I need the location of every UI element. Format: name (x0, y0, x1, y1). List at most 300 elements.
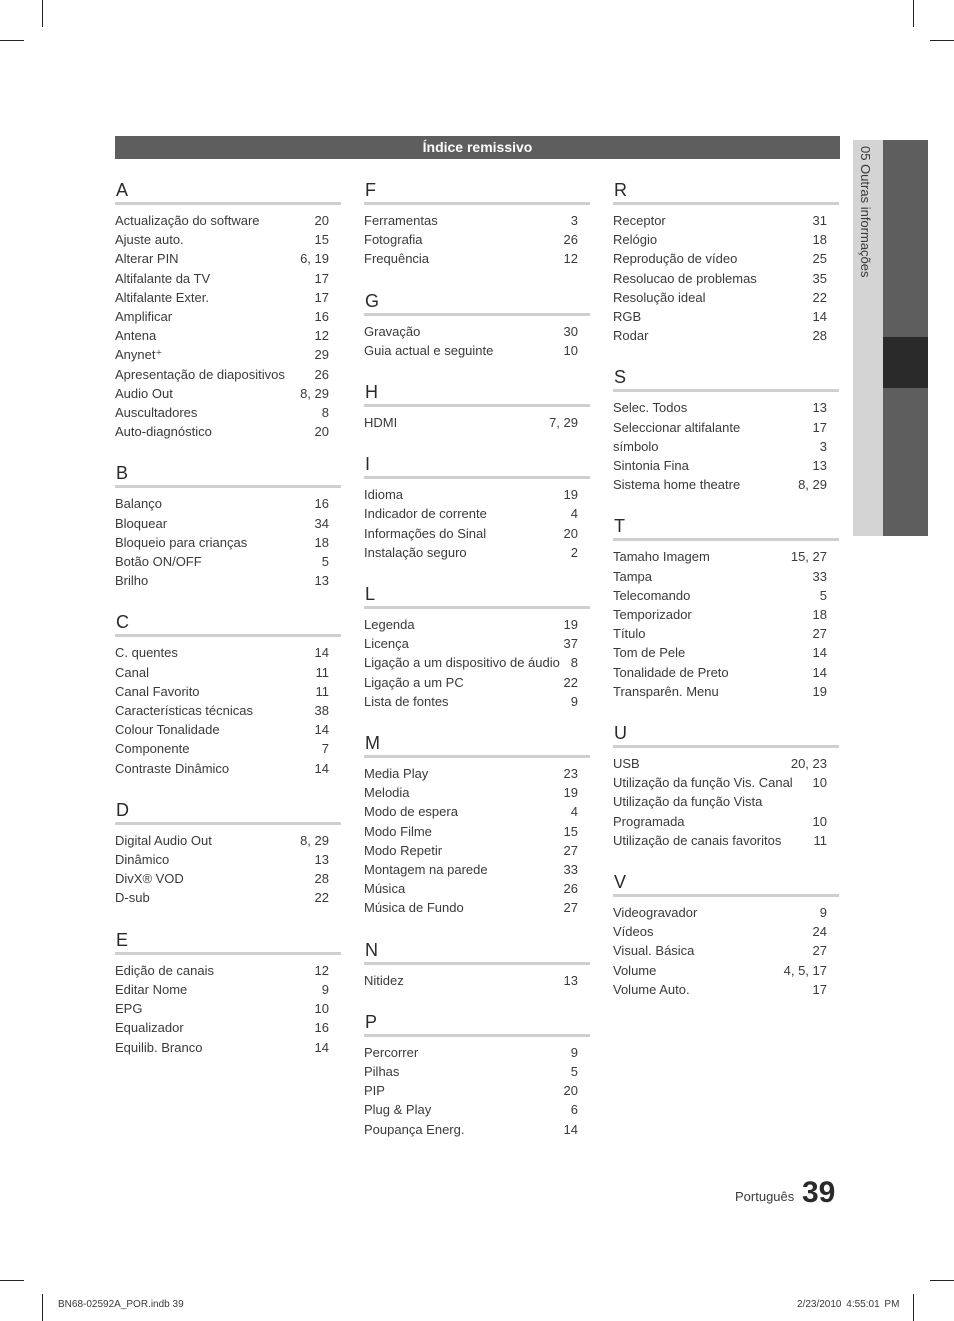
index-entry (115, 831, 341, 850)
index-entry-pages: 3 (819, 438, 827, 454)
crop-mark (42, 0, 43, 27)
index-entry-term: Tom de Pele (613, 645, 686, 661)
index-entry-pages: 27 (563, 842, 578, 858)
index-entry-term: Canal (115, 664, 149, 680)
index-section (364, 452, 590, 562)
index-entry-pages: 4 (570, 506, 578, 522)
index-entry-pages: 29 (314, 347, 329, 363)
crop-mark (930, 1280, 954, 1281)
index-entry-term: Resolução ideal (613, 289, 706, 305)
index-entry-pages: 11 (315, 683, 329, 699)
index-entry-term: Altifalante da TV (115, 270, 211, 286)
index-entry-term: Tampa (613, 568, 653, 584)
index-entry-pages: 15, 27 (790, 549, 827, 565)
index-entry-term: Modo Repetir (364, 842, 443, 858)
index-entry (115, 759, 341, 778)
index-entry-pages: 10 (812, 775, 827, 791)
index-entry (364, 413, 590, 432)
index-entry-term: Contraste Dinâmico (115, 760, 230, 776)
index-entry-pages: 14 (563, 1121, 578, 1137)
footer-language: Português (735, 1189, 795, 1204)
index-entry-term: Utilização de canais favoritos (613, 832, 782, 848)
index-entry-pages: 20 (314, 213, 329, 228)
index-entry-pages: 20 (314, 424, 329, 440)
index-entry (364, 1120, 590, 1139)
index-entry-term: Anynet⁺ (115, 347, 163, 363)
index-entry-pages: 18 (812, 607, 827, 623)
index-entry (364, 634, 590, 653)
index-entry-term: Tonalidade de Preto (613, 664, 729, 680)
index-entry-pages: 30 (563, 323, 578, 339)
index-entry-pages: 24 (812, 924, 827, 940)
index-entry (613, 437, 839, 456)
index-entry-pages: 28 (812, 328, 827, 344)
index-section (364, 380, 590, 432)
index-entry-pages: 34 (314, 515, 329, 531)
index-section (115, 928, 341, 1057)
side-tab-marker (883, 337, 928, 388)
index-entry (115, 494, 341, 513)
index-entry-pages: 10 (812, 813, 827, 829)
index-entry (364, 1062, 590, 1081)
index-entry-term: Gravação (364, 323, 421, 339)
index-entry-term: Idioma (364, 487, 404, 503)
index-entry (364, 898, 590, 917)
index-entry (115, 1038, 341, 1057)
index-entry (115, 869, 341, 888)
index-entry (613, 288, 839, 307)
index-entry-term: Editar Nome (115, 981, 188, 997)
index-entry-pages: 9 (570, 1044, 578, 1060)
index-entry-pages: 18 (314, 534, 329, 550)
index-entry-term: Montagem na parede (364, 862, 488, 878)
index-entry-term: Utilização da função Vista Programada (613, 794, 763, 829)
index-entry (364, 230, 590, 249)
index-entry (613, 567, 839, 586)
index-entry (613, 903, 839, 922)
index-entry (613, 980, 839, 999)
index-entry (364, 764, 590, 783)
index-entry-term: C. quentes (115, 645, 178, 661)
index-entry-pages: 33 (563, 862, 578, 878)
index-entry-pages: 20 (563, 1083, 578, 1099)
index-entry-pages: 14 (812, 309, 827, 325)
index-entry-term: Legenda (364, 617, 415, 633)
index-entry (613, 831, 839, 850)
index-entry-pages: 14 (314, 1039, 329, 1055)
index-entry (613, 605, 839, 624)
index-entry-pages: 14 (314, 645, 329, 661)
index-entry (364, 802, 590, 821)
index-entry (115, 384, 341, 403)
index-section (115, 178, 341, 441)
index-entry-pages: 8, 29 (300, 385, 329, 401)
index-entry (364, 485, 590, 504)
index-entry (115, 682, 341, 701)
index-section (364, 582, 590, 711)
index-entry-term: Tamaho Imagem (613, 549, 710, 565)
print-slug-file: BN68-02592A_POR.indb 39 (58, 1299, 184, 1310)
index-entry-pages: 13 (812, 458, 827, 474)
index-column (364, 178, 590, 1159)
index-entry-term: Videogravador (613, 905, 698, 921)
index-entry-pages: 14 (314, 760, 329, 776)
index-entry-pages: 14 (812, 664, 827, 680)
index-entry (115, 999, 341, 1018)
index-entry (115, 701, 341, 720)
index-entry-term: Balanço (115, 496, 162, 512)
index-entry-pages: 3 (570, 213, 578, 228)
index-entry-pages: 25 (812, 251, 827, 267)
index-entry (364, 504, 590, 523)
index-letter-heading: P (364, 1010, 590, 1037)
index-entry-term: Canal Favorito (115, 683, 200, 699)
index-section (613, 365, 839, 494)
index-entry-pages: 4 (570, 804, 578, 820)
index-entry (613, 941, 839, 960)
index-entry (613, 682, 839, 701)
index-entry-term: Digital Audio Out (115, 832, 212, 848)
index-section (613, 721, 839, 850)
index-letter-heading: R (613, 178, 839, 205)
index-section (115, 798, 341, 908)
index-entry-term: Ferramentas (364, 213, 438, 228)
index-entry (364, 783, 590, 802)
index-entry-term: Equilib. Branco (115, 1039, 203, 1055)
index-entry-term: Equalizador (115, 1020, 184, 1036)
index-entry (364, 1100, 590, 1119)
index-entry (613, 792, 839, 830)
index-entry-pages: 31 (812, 213, 827, 228)
index-entry-term: Volume Auto. (613, 981, 690, 997)
index-entry-pages: 18 (812, 232, 827, 248)
index-entry-pages: 12 (314, 328, 329, 344)
index-entry-term: Dinâmico (115, 852, 170, 868)
index-entry-pages: 8, 29 (300, 832, 329, 848)
index-entry-term: Botão ON/OFF (115, 554, 202, 570)
index-entry-pages: 20 (563, 525, 578, 541)
index-entry (613, 547, 839, 566)
index-entry-term: Música de Fundo (364, 900, 464, 916)
crop-mark (0, 40, 24, 41)
index-entry-term: RGB (613, 309, 642, 325)
index-entry-pages: 6, 19 (300, 251, 329, 267)
index-letter-heading: H (364, 380, 590, 407)
index-entry (364, 673, 590, 692)
index-section (613, 870, 839, 999)
index-entry-term: Apresentação de diapositivos (115, 366, 285, 382)
index-entry-pages: 37 (563, 636, 578, 652)
index-entry-pages: 14 (812, 645, 827, 661)
index-entry-term: Bloquear (115, 515, 168, 531)
index-entry (364, 615, 590, 634)
index-letter-heading: L (364, 582, 590, 609)
index-entry (115, 211, 341, 230)
index-entry-term: Auto-diagnóstico (115, 424, 212, 440)
index-entry (115, 288, 341, 307)
index-entry-term: D-sub (115, 890, 150, 906)
index-entry-term: Ligação a um dispositivo de áudio (364, 655, 560, 671)
index-entry-term: Alterar PIN (115, 251, 179, 267)
index-entry-pages: 35 (812, 270, 827, 286)
index-letter-heading: E (115, 928, 341, 955)
index-entry (115, 307, 341, 326)
index-entry (613, 643, 839, 662)
index-entry-term: Sintonia Fina (613, 458, 689, 474)
index-entry-pages: 7, 29 (549, 415, 578, 431)
index-entry-term: Seleccionar altifalante (613, 419, 741, 435)
index-entry-pages: 6 (570, 1102, 578, 1118)
index-entry (115, 422, 341, 441)
index-entry-term: Brilho (115, 573, 149, 589)
index-letter-heading: G (364, 289, 590, 316)
index-entry-term: Amplificar (115, 309, 173, 325)
index-entry-term: Reprodução de vídeo (613, 251, 738, 267)
index-entry-pages: 4, 5, 17 (783, 962, 827, 978)
index-entry (613, 398, 839, 417)
index-entry-term: Utilização da função Vis. Canal (613, 775, 793, 791)
index-entry-pages: 20, 23 (790, 756, 827, 772)
index-entry-pages: 23 (563, 766, 578, 782)
index-entry (364, 879, 590, 898)
index-entry-pages: 27 (812, 943, 827, 959)
index-letter-heading: C (115, 610, 341, 637)
index-entry (115, 365, 341, 384)
index-section (613, 514, 839, 701)
index-entry-pages: 9 (819, 905, 827, 921)
index-entry-term: símbolo (613, 438, 659, 454)
index-entry-term: Edição de canais (115, 962, 215, 978)
index-entry (364, 249, 590, 268)
index-entry (613, 249, 839, 268)
index-entry-term: Poupança Energ. (364, 1121, 465, 1137)
index-entry-term: Sistema home theatre (613, 477, 741, 493)
index-entry-pages: 10 (314, 1001, 329, 1017)
crop-mark (42, 1294, 43, 1321)
index-entry-pages: 8 (570, 655, 578, 671)
index-entry-pages: 9 (321, 981, 329, 997)
index-entry-term: Selec. Todos (613, 400, 688, 416)
index-entry (364, 822, 590, 841)
index-section (364, 1010, 590, 1139)
index-entry-pages: 16 (314, 1020, 329, 1036)
index-entry (613, 961, 839, 980)
index-entry-term: Bloqueio para crianças (115, 534, 248, 550)
index-entry-term: Percorrer (364, 1044, 419, 1060)
index-letter-heading: V (613, 870, 839, 897)
index-entry-term: Lista de fontes (364, 693, 449, 709)
index-entry-term: Transparên. Menu (613, 683, 719, 699)
index-entry-term: Receptor (613, 213, 666, 228)
index-entry (613, 307, 839, 326)
index-entry-pages: 17 (812, 981, 827, 997)
index-entry (364, 1043, 590, 1062)
index-entry (115, 326, 341, 345)
index-entry (115, 533, 341, 552)
index-section (364, 178, 590, 269)
index-entry-term: Título (613, 626, 646, 642)
index-letter-heading: S (613, 365, 839, 392)
index-entry-pages: 12 (563, 251, 578, 267)
index-entry-pages: 33 (812, 568, 827, 584)
index-entry-term: HDMI (364, 415, 398, 431)
index-entry (115, 961, 341, 980)
index-entry-term: Colour Tonalidade (115, 722, 220, 738)
index-entry-term: Ligação a um PC (364, 674, 464, 690)
index-entry-term: Música (364, 881, 406, 897)
index-entry-pages: 13 (314, 573, 329, 589)
index-entry (364, 692, 590, 711)
page-title: Índice remissivo (115, 136, 840, 159)
index-entry-pages: 2 (570, 544, 578, 560)
index-entry-pages: 19 (812, 683, 827, 699)
index-entry-term: Audio Out (115, 385, 173, 401)
index-entry (364, 543, 590, 562)
index-entry-pages: 5 (321, 554, 329, 570)
index-entry (364, 841, 590, 860)
index-entry-term: Fotografia (364, 232, 423, 248)
index-entry-term: Vídeos (613, 924, 654, 940)
index-entry (115, 552, 341, 571)
index-entry-term: Componente (115, 741, 190, 757)
index-entry (115, 571, 341, 590)
index-entry-pages: 15 (314, 232, 329, 248)
index-entry (613, 773, 839, 792)
index-letter-heading: U (613, 721, 839, 748)
index-section (115, 610, 341, 777)
page-number: 39 (802, 1176, 836, 1209)
index-entry-pages: 22 (314, 890, 329, 906)
index-letter-heading: I (364, 452, 590, 479)
index-letter-heading: A (115, 178, 341, 205)
index-entry-pages: 17 (812, 419, 827, 435)
index-entry-term: EPG (115, 1001, 143, 1017)
crop-mark (0, 1280, 24, 1281)
index-entry (613, 586, 839, 605)
index-entry-term: Melodia (364, 785, 410, 801)
index-entry-term: Actualização do software (115, 213, 260, 228)
index-entry-term: Temporizador (613, 607, 692, 623)
index-entry-pages: 11 (813, 832, 827, 848)
index-entry (115, 514, 341, 533)
index-section (364, 289, 590, 360)
index-section (364, 731, 590, 918)
index-entry (613, 754, 839, 773)
print-slug-timestamp: 2/23/2010 4:55:01 PM (797, 1299, 900, 1310)
index-entry-term: Plug & Play (364, 1102, 432, 1118)
index-entry-pages: 8 (321, 405, 329, 421)
index-section (613, 178, 839, 345)
index-entry-pages: 9 (570, 693, 578, 709)
index-letter-heading: D (115, 798, 341, 825)
index-entry-term: Antena (115, 328, 157, 344)
index-entry (364, 211, 590, 230)
index-entry (613, 456, 839, 475)
index-entry-pages: 26 (563, 232, 578, 248)
index-entry-pages: 13 (563, 972, 578, 988)
index-entry (115, 269, 341, 288)
index-entry-term: Visual. Básica (613, 943, 695, 959)
index-entry-pages: 5 (570, 1064, 578, 1080)
index-entry-term: Frequência (364, 251, 430, 267)
index-section (364, 938, 590, 990)
index-entry (613, 211, 839, 230)
index-entry-term: PIP (364, 1083, 385, 1099)
index-entry (364, 322, 590, 341)
index-entry (613, 663, 839, 682)
index-entry-pages: 17 (314, 289, 329, 305)
index-entry-pages: 19 (563, 785, 578, 801)
crop-mark (913, 0, 914, 27)
index-entry (613, 475, 839, 494)
index-letter-heading: F (364, 178, 590, 205)
index-entry-pages: 19 (563, 617, 578, 633)
index-entry-pages: 11 (315, 664, 329, 680)
index-entry-pages: 14 (314, 722, 329, 738)
index-entry-pages: 22 (563, 674, 578, 690)
index-column (115, 178, 341, 1077)
crop-mark (913, 1294, 914, 1321)
index-entry-term: Telecomando (613, 587, 691, 603)
index-entry-pages: 13 (812, 400, 827, 416)
index-entry-pages: 16 (314, 309, 329, 325)
index-entry-term: Modo Filme (364, 823, 432, 839)
index-entry (115, 888, 341, 907)
index-entry-term: Rodar (613, 328, 649, 344)
index-letter-heading: B (115, 461, 341, 488)
index-entry-pages: 26 (563, 881, 578, 897)
index-entry (115, 345, 341, 364)
index-column (613, 178, 839, 1019)
index-entry-pages: 28 (314, 871, 329, 887)
index-entry-term: USB (613, 756, 640, 772)
index-entry (364, 1081, 590, 1100)
index-entry-pages: 10 (563, 342, 578, 358)
index-entry-pages: 12 (314, 962, 329, 978)
index-entry-term: Volume (613, 962, 657, 978)
index-entry-pages: 7 (321, 741, 329, 757)
index-entry-term: Resolucao de problemas (613, 270, 757, 286)
index-entry (364, 653, 590, 672)
index-entry (613, 269, 839, 288)
index-letter-heading: N (364, 938, 590, 965)
index-entry-pages: 15 (563, 823, 578, 839)
index-letter-heading: T (613, 514, 839, 541)
index-entry (115, 230, 341, 249)
index-entry-term: Modo de espera (364, 804, 458, 820)
index-entry-term: Informações do Sinal (364, 525, 487, 541)
index-letter-heading: M (364, 731, 590, 758)
index-entry (613, 624, 839, 643)
index-entry (364, 524, 590, 543)
index-entry-term: Licença (364, 636, 409, 652)
index-entry (115, 739, 341, 758)
index-entry-term: DivX® VOD (115, 871, 184, 887)
index-entry (364, 971, 590, 990)
index-section (115, 461, 341, 590)
index-entry-term: Características técnicas (115, 703, 253, 719)
index-entry-term: Guia actual e seguinte (364, 342, 494, 358)
index-entry-term: Auscultadores (115, 405, 198, 421)
index-entry-term: Nitidez (364, 972, 404, 988)
index-entry (115, 980, 341, 999)
index-entry-pages: 27 (563, 900, 578, 916)
index-entry-pages: 17 (314, 270, 329, 286)
index-entry (115, 643, 341, 662)
index-entry (364, 341, 590, 360)
index-entry (613, 922, 839, 941)
index-entry-pages: 16 (314, 496, 329, 512)
